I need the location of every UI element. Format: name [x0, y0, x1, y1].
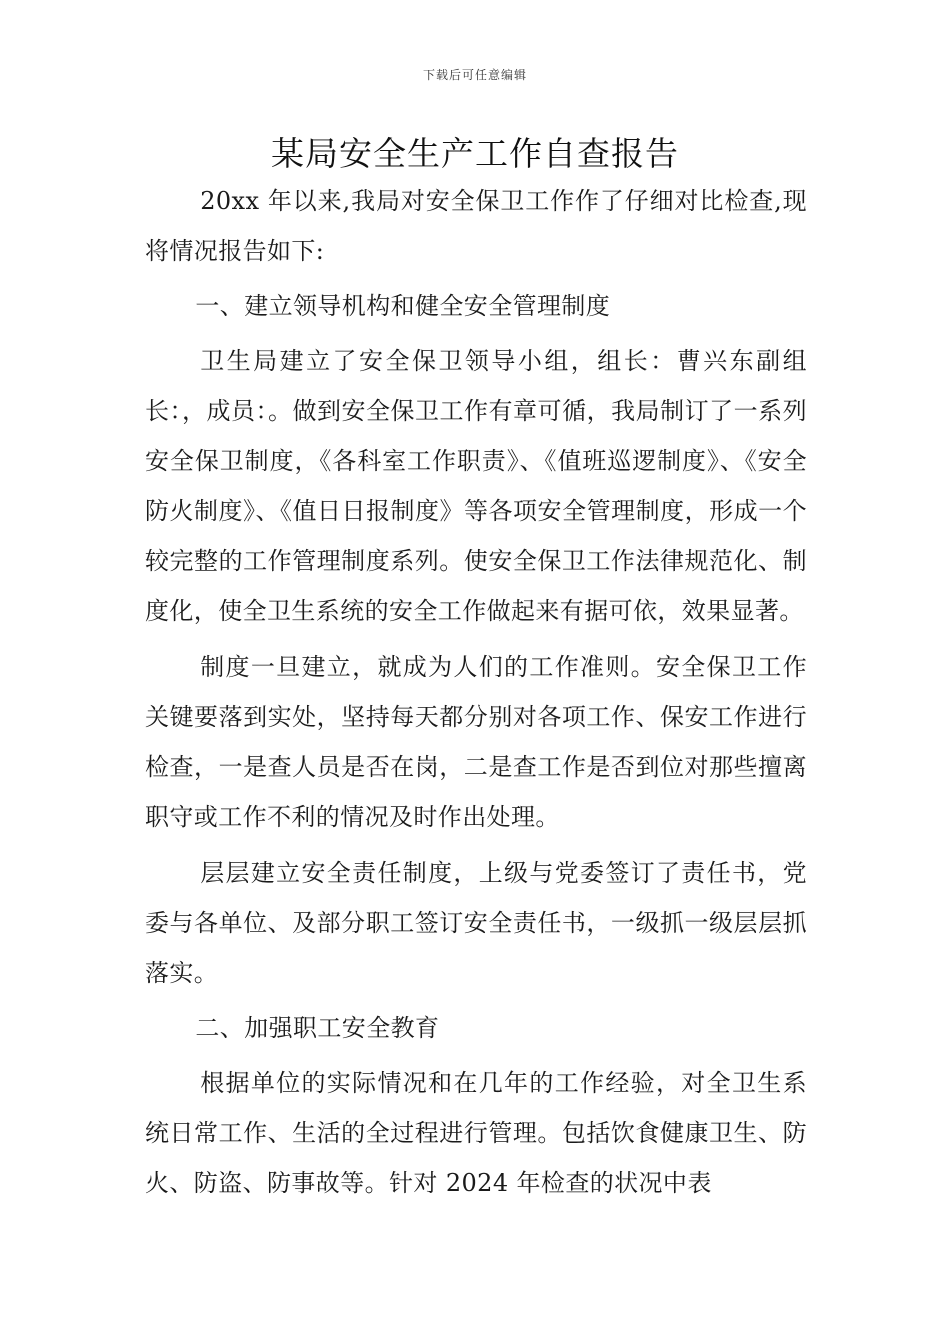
paragraph: 卫生局建立了安全保卫领导小组，组长：曹兴东副组长：，成员：。做到安全保卫工作有章可循，我局制订了一系列安全保卫制度，《各科室工作职责》、《值班巡逻制度》、《安全防火制度》、《值日日报制度》等各项安全管理制度，形成一个较完整的工作管理制度系列。使安全保卫工作法律规范化、制度化，使全卫生系统的安全工作做起来有据可依，效果显著。 — [145, 347, 807, 625]
header-note: 下载后可任意编辑 — [422, 68, 527, 82]
paragraph: 制度一旦建立，就成为人们的工作准则。安全保卫工作关键要落到实处，坚持每天都分别对各项工作、保安工作进行检查，一是查人员是否在岗，二是查工作是否到位对那些擅离职守或工作不利的情况及时作出处理。 — [145, 653, 807, 831]
section-heading-2: 二、加强职工安全教育 — [195, 1014, 440, 1042]
paragraph: 层层建立安全责任制度，上级与党委签订了责任书，党委与各单位、及部分职工签订安全责任书，一级抓一级层层抓落实。 — [145, 859, 807, 987]
paragraph: 根据单位的实际情况和在几年的工作经验，对全卫生系统日常工作、生活的全过程进行管理。包括饮食健康卫生、防火、防盗、防事故等。针对 2024 年检查的状况中表 — [145, 1069, 807, 1197]
document-title: 某局安全生产工作自查报告 — [271, 134, 679, 173]
intro-paragraph: 20xx 年以来,我局对安全保卫工作作了仔细对比检查,现将情况报告如下: — [145, 187, 807, 265]
document-body — [145, 176, 807, 1208]
section-heading-1: 一、建立领导机构和健全安全管理制度 — [195, 292, 611, 320]
